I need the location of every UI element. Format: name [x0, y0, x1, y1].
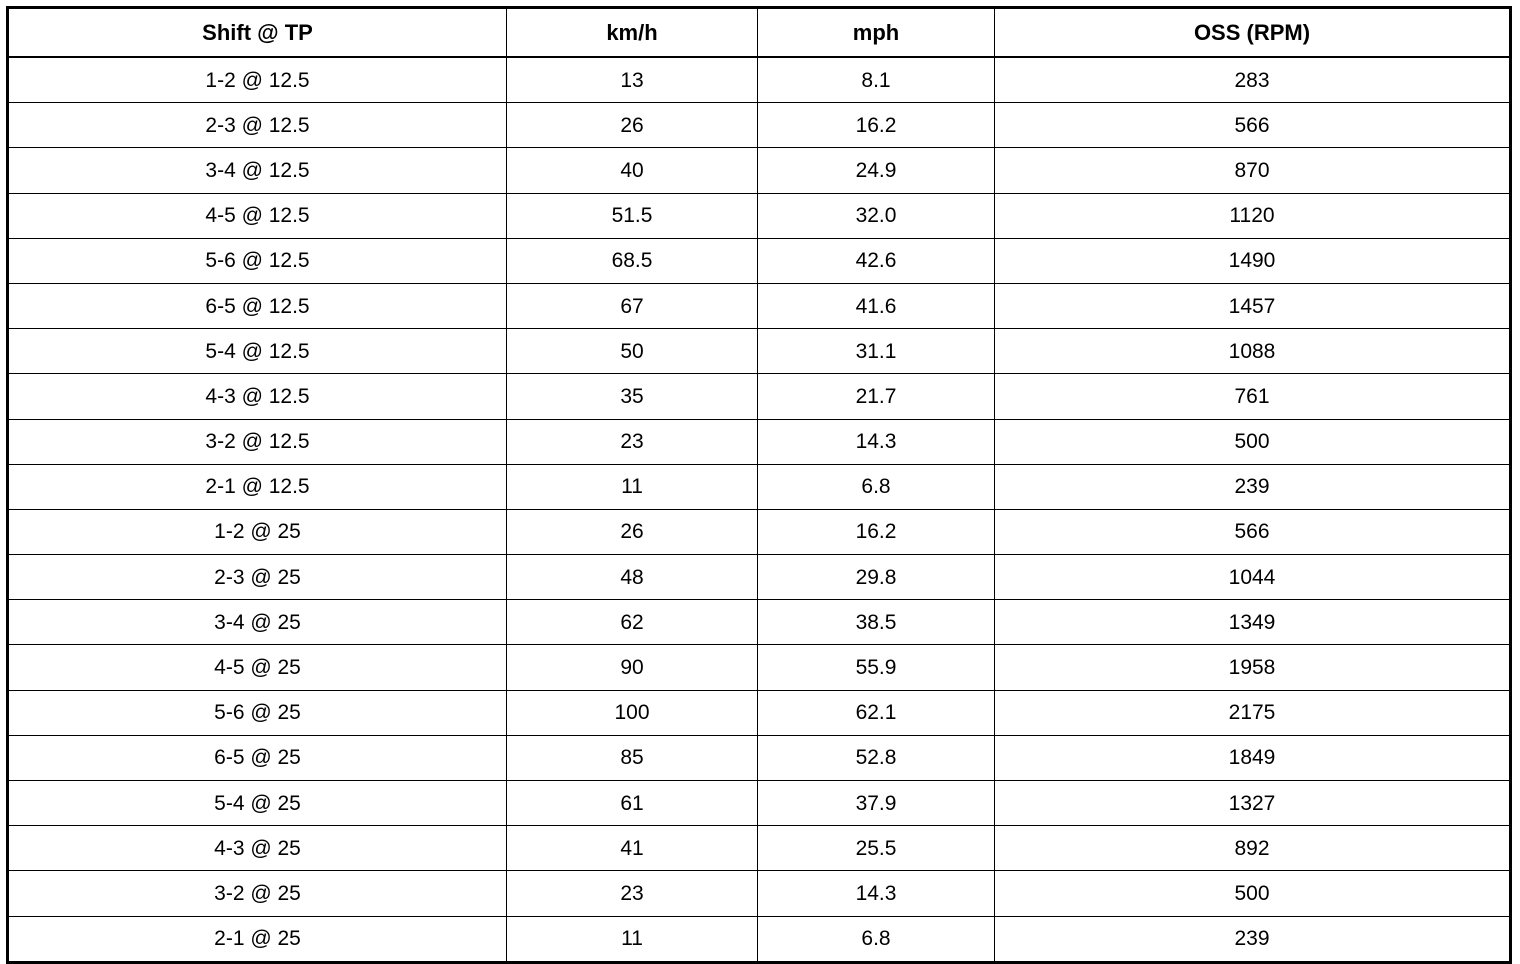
- cell-mph: 42.6: [758, 238, 995, 283]
- column-header-kmh: km/h: [507, 8, 758, 58]
- cell-mph: 6.8: [758, 464, 995, 509]
- table-header: [8, 8, 1511, 58]
- cell-mph: 31.1: [758, 329, 995, 374]
- cell-kmh: 68.5: [507, 238, 758, 283]
- table-body: [8, 57, 1511, 962]
- table-row: [8, 464, 1511, 509]
- cell-shift-label: 4-3 @ 12.5: [8, 374, 507, 419]
- table-row: [8, 555, 1511, 600]
- cell-kmh: 50: [507, 329, 758, 374]
- cell-oss-rpm: 239: [995, 916, 1511, 962]
- table-row: [8, 57, 1511, 103]
- cell-oss-rpm: 566: [995, 509, 1511, 554]
- cell-kmh: 26: [507, 509, 758, 554]
- cell-kmh: 51.5: [507, 193, 758, 238]
- cell-oss-rpm: 1120: [995, 193, 1511, 238]
- cell-kmh: 23: [507, 871, 758, 916]
- cell-mph: 16.2: [758, 103, 995, 148]
- cell-oss-rpm: 500: [995, 871, 1511, 916]
- cell-kmh: 100: [507, 690, 758, 735]
- cell-shift-label: 3-4 @ 25: [8, 600, 507, 645]
- cell-shift-label: 1-2 @ 12.5: [8, 57, 507, 103]
- table-row: [8, 238, 1511, 283]
- cell-mph: 32.0: [758, 193, 995, 238]
- cell-kmh: 62: [507, 600, 758, 645]
- cell-oss-rpm: 500: [995, 419, 1511, 464]
- cell-shift-label: 5-6 @ 12.5: [8, 238, 507, 283]
- table-row: [8, 600, 1511, 645]
- cell-oss-rpm: 1849: [995, 735, 1511, 780]
- cell-kmh: 11: [507, 916, 758, 962]
- table-row: [8, 148, 1511, 193]
- cell-shift-label: 6-5 @ 12.5: [8, 283, 507, 328]
- column-header-mph: mph: [758, 8, 995, 58]
- cell-kmh: 26: [507, 103, 758, 148]
- cell-kmh: 67: [507, 283, 758, 328]
- cell-mph: 62.1: [758, 690, 995, 735]
- table-row: [8, 193, 1511, 238]
- cell-shift-label: 3-2 @ 12.5: [8, 419, 507, 464]
- cell-mph: 52.8: [758, 735, 995, 780]
- cell-shift-label: 4-5 @ 25: [8, 645, 507, 690]
- cell-oss-rpm: 566: [995, 103, 1511, 148]
- cell-mph: 21.7: [758, 374, 995, 419]
- cell-kmh: 11: [507, 464, 758, 509]
- cell-oss-rpm: 870: [995, 148, 1511, 193]
- table-row: [8, 916, 1511, 962]
- cell-kmh: 23: [507, 419, 758, 464]
- cell-oss-rpm: 761: [995, 374, 1511, 419]
- cell-shift-label: 5-4 @ 25: [8, 781, 507, 826]
- cell-mph: 8.1: [758, 57, 995, 103]
- cell-mph: 29.8: [758, 555, 995, 600]
- cell-kmh: 13: [507, 57, 758, 103]
- cell-mph: 37.9: [758, 781, 995, 826]
- cell-oss-rpm: 1490: [995, 238, 1511, 283]
- cell-shift-label: 5-6 @ 25: [8, 690, 507, 735]
- cell-oss-rpm: 1958: [995, 645, 1511, 690]
- cell-shift-label: 5-4 @ 12.5: [8, 329, 507, 374]
- cell-shift-label: 2-1 @ 25: [8, 916, 507, 962]
- table-row: [8, 645, 1511, 690]
- cell-shift-label: 2-3 @ 12.5: [8, 103, 507, 148]
- table-row: [8, 735, 1511, 780]
- table-row: [8, 283, 1511, 328]
- table-row: [8, 509, 1511, 554]
- cell-shift-label: 1-2 @ 25: [8, 509, 507, 554]
- cell-oss-rpm: 1088: [995, 329, 1511, 374]
- column-header-shift-at-tp: Shift @ TP: [8, 8, 507, 58]
- table-row: [8, 374, 1511, 419]
- table-row: [8, 826, 1511, 871]
- cell-kmh: 61: [507, 781, 758, 826]
- cell-shift-label: 6-5 @ 25: [8, 735, 507, 780]
- cell-mph: 6.8: [758, 916, 995, 962]
- table-header-row: [8, 8, 1511, 58]
- table-row: [8, 781, 1511, 826]
- cell-oss-rpm: 2175: [995, 690, 1511, 735]
- column-header-oss-rpm: OSS (RPM): [995, 8, 1511, 58]
- cell-mph: 25.5: [758, 826, 995, 871]
- cell-shift-label: 3-4 @ 12.5: [8, 148, 507, 193]
- cell-oss-rpm: 1044: [995, 555, 1511, 600]
- cell-kmh: 85: [507, 735, 758, 780]
- table-row: [8, 103, 1511, 148]
- cell-mph: 14.3: [758, 871, 995, 916]
- cell-kmh: 40: [507, 148, 758, 193]
- cell-oss-rpm: 1457: [995, 283, 1511, 328]
- cell-shift-label: 2-1 @ 12.5: [8, 464, 507, 509]
- table-row: [8, 419, 1511, 464]
- table-row: [8, 690, 1511, 735]
- cell-mph: 16.2: [758, 509, 995, 554]
- cell-shift-label: 4-5 @ 12.5: [8, 193, 507, 238]
- cell-kmh: 41: [507, 826, 758, 871]
- table-row: [8, 871, 1511, 916]
- cell-mph: 24.9: [758, 148, 995, 193]
- cell-kmh: 90: [507, 645, 758, 690]
- table-row: [8, 329, 1511, 374]
- cell-oss-rpm: 1349: [995, 600, 1511, 645]
- cell-kmh: 35: [507, 374, 758, 419]
- cell-oss-rpm: 239: [995, 464, 1511, 509]
- cell-shift-label: 2-3 @ 25: [8, 555, 507, 600]
- cell-mph: 55.9: [758, 645, 995, 690]
- shift-speed-table: [6, 6, 1512, 964]
- cell-oss-rpm: 283: [995, 57, 1511, 103]
- cell-oss-rpm: 892: [995, 826, 1511, 871]
- cell-mph: 41.6: [758, 283, 995, 328]
- cell-shift-label: 3-2 @ 25: [8, 871, 507, 916]
- cell-kmh: 48: [507, 555, 758, 600]
- cell-oss-rpm: 1327: [995, 781, 1511, 826]
- cell-mph: 14.3: [758, 419, 995, 464]
- cell-shift-label: 4-3 @ 25: [8, 826, 507, 871]
- cell-mph: 38.5: [758, 600, 995, 645]
